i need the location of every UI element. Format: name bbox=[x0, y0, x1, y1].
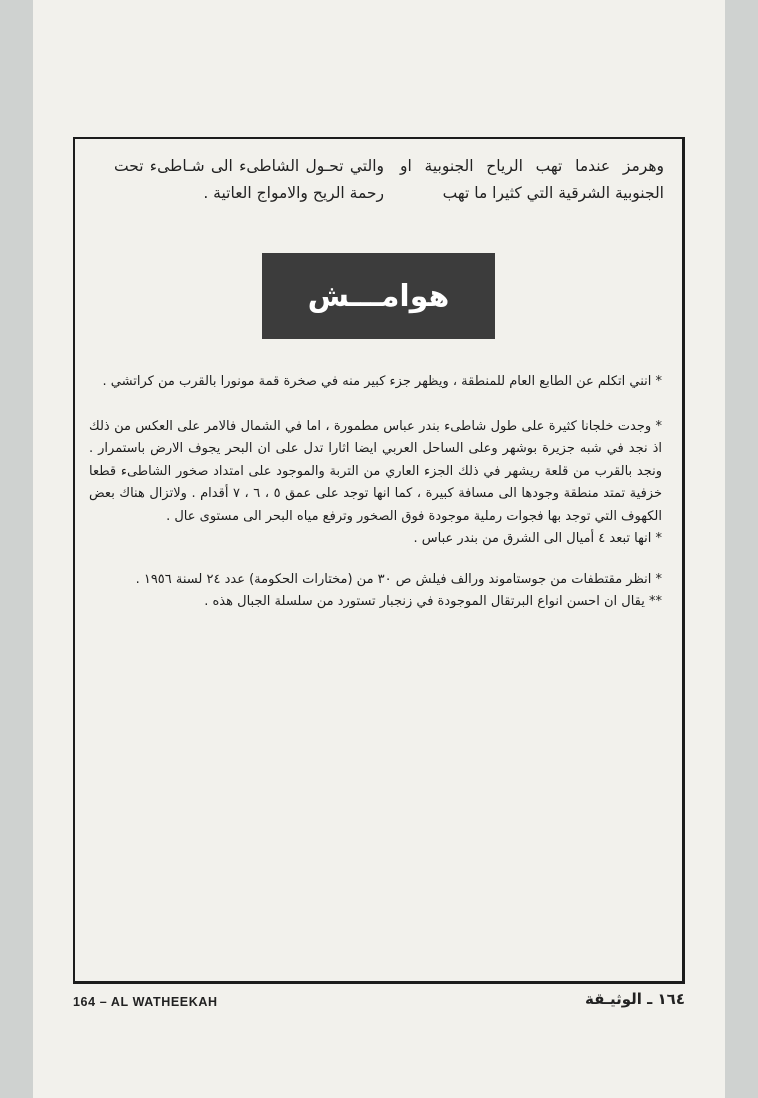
footnotes bbox=[89, 371, 662, 614]
footnote: * انظر مقتطفات من جوستاموند ورالف فيلش ص ٣٠ من (مختارات الحكومة) عدد ٢٤ لسنة ١٩٥٦ . bbox=[135, 571, 662, 587]
intro-right-column: وهرمز عندما تهب الرياح الجنوبية او الجنوبية الشرقية التي كثيرا ما تهب bbox=[400, 157, 664, 202]
footnote: * انني اتكلم عن الطابع العام للمنطقة ، ويظهر جزء كبير منه في صخرة قمة مونورا بالقرب من كراتشي . bbox=[102, 374, 662, 389]
intro-left-column: والتي تحـول الشاطىء الى شـاطىء تحت رحمة الريح والامواج العاتية . bbox=[114, 157, 384, 202]
section-banner bbox=[262, 253, 495, 339]
text-frame bbox=[73, 137, 685, 984]
footer-page-label-latin: 164 – AL WATHEEKAH bbox=[73, 995, 218, 1009]
footer-page-label-arabic: ١٦٤ ـ الوثيـقة bbox=[585, 990, 685, 1008]
footnote: * وجدت خلجانا كثيرة على طول شاطىء بندر عباس مطمورة ، اما في الشمال فالامر على العكس من ذلك اذ نجد في شبه جزيرة بوشهر وعلى الساحل العربي ايضا اثارا تدل على ان البحر يجوف الارض باستمرار . ونجد بالقرب من قلعة ريشهر في ذلك الجزء العاري من التربة والموجود على امتداد صخور الشاطىء قطعا خزفية تمتد منطقة وجودها الى مسافة كبيرة ، كما انها توجد على عمق ٥ ، ٦ ، ٧ أقدام . ولاتزال هناك بعض الكهوف التي توجد بها فجوات رملية موجودة فوق الصخور وترفع مياه البحر الى مستوى عال . bbox=[89, 418, 662, 524]
document-page bbox=[33, 0, 725, 1098]
footnote: ** يقال ان احسن انواع البرتقال الموجودة في زنجبار تستورد من سلسلة الجبال هذه . bbox=[204, 594, 662, 609]
section-title: هوامـــش bbox=[307, 278, 450, 314]
footnote: * انها تبعد ٤ أميال الى الشرق من بندر عباس . bbox=[413, 531, 662, 546]
